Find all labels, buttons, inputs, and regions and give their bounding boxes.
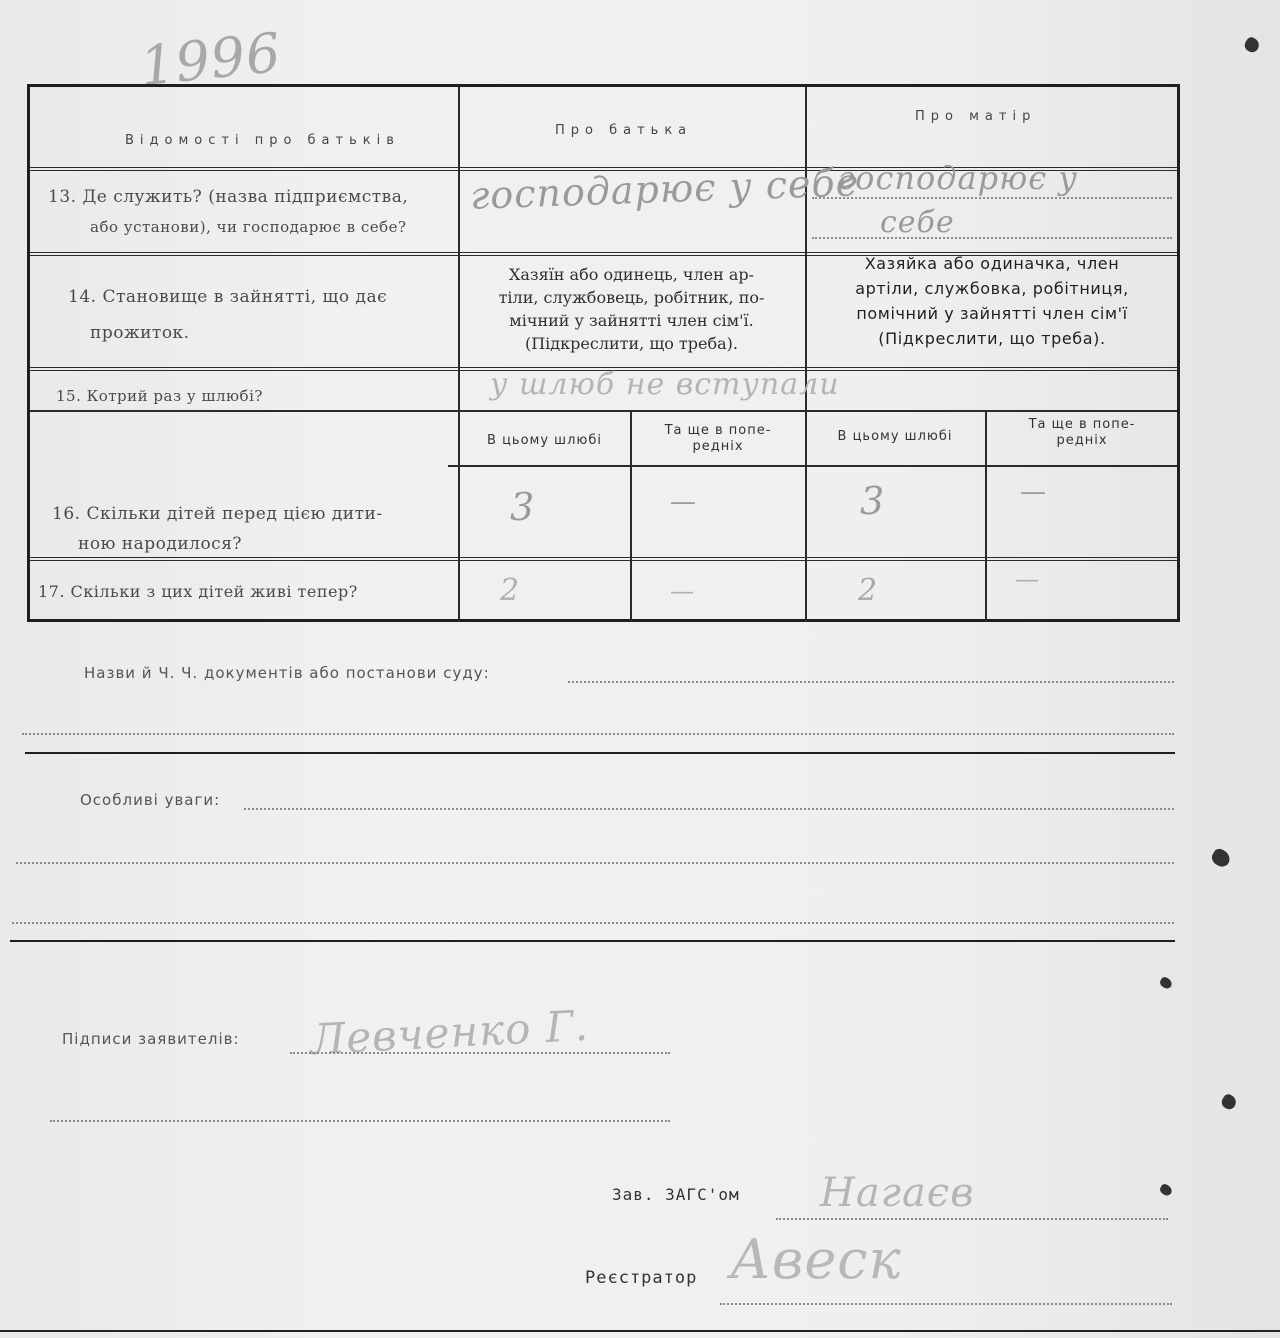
- signature-dotted-line-2: [50, 1120, 670, 1122]
- registrar-signature-line: [720, 1303, 1172, 1305]
- documents-label: Назви й Ч. Ч. документів або постанови суду:: [84, 664, 490, 682]
- q14-mother-options: [812, 251, 1172, 351]
- q16-label-line2: ною народилося?: [78, 534, 243, 554]
- q16-mother-this: 3: [860, 479, 886, 523]
- q17-father-prev: —: [670, 577, 695, 605]
- q16-mother-previous-header: [989, 417, 1175, 449]
- q17-mother-this: 2: [858, 573, 879, 608]
- q14-label: [68, 282, 448, 348]
- q13-mother-answer-line2: себе: [880, 205, 955, 240]
- q16-father-prev: —: [670, 487, 697, 517]
- q17-mother-prev: —: [1015, 565, 1040, 593]
- q15-label: 15. Котрий раз у шлюбі?: [56, 387, 263, 405]
- column-divider: [630, 410, 632, 622]
- q16-label: [52, 499, 452, 559]
- registrar-signature: Авеск: [730, 1228, 902, 1291]
- applicant-signature: Левченко Г.: [308, 1000, 590, 1065]
- q14-father-option-line: Хазяїн або одинець, член ар-: [508, 265, 755, 284]
- column-divider: [458, 87, 460, 622]
- documents-dotted-line-2: [22, 733, 1174, 735]
- q17-father-this: 2: [500, 573, 521, 608]
- q16-prev-line1: Та ще в попе-: [664, 423, 772, 438]
- header-mother: Про матір: [915, 109, 1037, 124]
- q13-label-line2: або установи), чи господарює в себе?: [90, 218, 407, 236]
- q14-mother-option-line: артіли, службовка, робітниця,: [855, 279, 1129, 298]
- signatures-label: Підписи заявителів:: [62, 1030, 240, 1048]
- q14-father-options: [464, 263, 799, 355]
- header-parents-info: Відомості про батьків: [125, 133, 400, 148]
- remarks-dotted-line-2: [16, 862, 1174, 864]
- head-label: Зав. ЗАГС'ом: [612, 1185, 740, 1204]
- q16-label-line1: 16. Скільки дітей перед цією дити-: [52, 504, 383, 524]
- q16-prev-line2: редніх: [1056, 433, 1108, 448]
- q16-father-previous-header: [634, 423, 802, 455]
- q13-label: [48, 182, 458, 242]
- q14-father-option-line: мічний у зайнятті член сім'ї.: [509, 311, 754, 330]
- q13-father-answer: господарює у себе: [469, 160, 860, 218]
- column-divider: [985, 410, 987, 622]
- handwritten-year: 1996: [137, 20, 285, 99]
- remarks-label: Особливі уваги:: [80, 791, 221, 809]
- section-separator: [10, 940, 1175, 942]
- parents-info-table: [27, 84, 1180, 622]
- q14-label-line2: прожиток.: [90, 323, 190, 343]
- q13-dotted-line: [812, 197, 1172, 199]
- q17-label: 17. Скільки з цих дітей живі тепер?: [38, 582, 358, 601]
- header-father: Про батька: [555, 123, 693, 138]
- head-signature: Нагаєв: [820, 1170, 975, 1216]
- signature-dotted-line: [290, 1052, 670, 1054]
- q14-mother-option-line: Хазяйка або одиначка, член: [864, 254, 1120, 273]
- q16-father-this: 3: [510, 485, 536, 529]
- q13-dotted-line: [812, 237, 1172, 239]
- q16-mother-this-marriage-header: В цьому шлюбі: [837, 429, 953, 444]
- remarks-dotted-line: [244, 808, 1174, 810]
- q13-mother-answer-line1: господарює у: [838, 159, 1078, 197]
- row-divider: [448, 465, 1177, 467]
- q14-father-option-line: тіли, службовець, робітник, по-: [498, 288, 765, 307]
- q14-father-option-line: (Підкреслити, що треба).: [524, 334, 738, 353]
- registrar-label: Реєстратор: [585, 1268, 698, 1288]
- head-signature-line: [776, 1218, 1168, 1220]
- q16-father-this-marriage-header: В цьому шлюбі: [487, 433, 602, 448]
- section-separator: [25, 752, 1175, 754]
- q14-label-line1: 14. Становище в зайнятті, що дає: [68, 287, 388, 307]
- q16-mother-prev: —: [1020, 477, 1047, 507]
- q13-label-line1: 13. Де служить? (назва підприємства,: [48, 187, 409, 207]
- q15-answer: у шлюб не вступали: [490, 367, 840, 402]
- q16-prev-line2: редніх: [692, 439, 744, 454]
- remarks-dotted-line-3: [12, 922, 1174, 924]
- page-bottom-edge: [0, 1330, 1280, 1332]
- q14-mother-option-line: (Підкреслити, що треба).: [878, 329, 1106, 348]
- q14-mother-option-line: помічний у зайнятті член сім'ї: [856, 304, 1128, 323]
- documents-dotted-line: [568, 681, 1174, 683]
- q16-prev-line1: Та ще в попе-: [1028, 417, 1136, 432]
